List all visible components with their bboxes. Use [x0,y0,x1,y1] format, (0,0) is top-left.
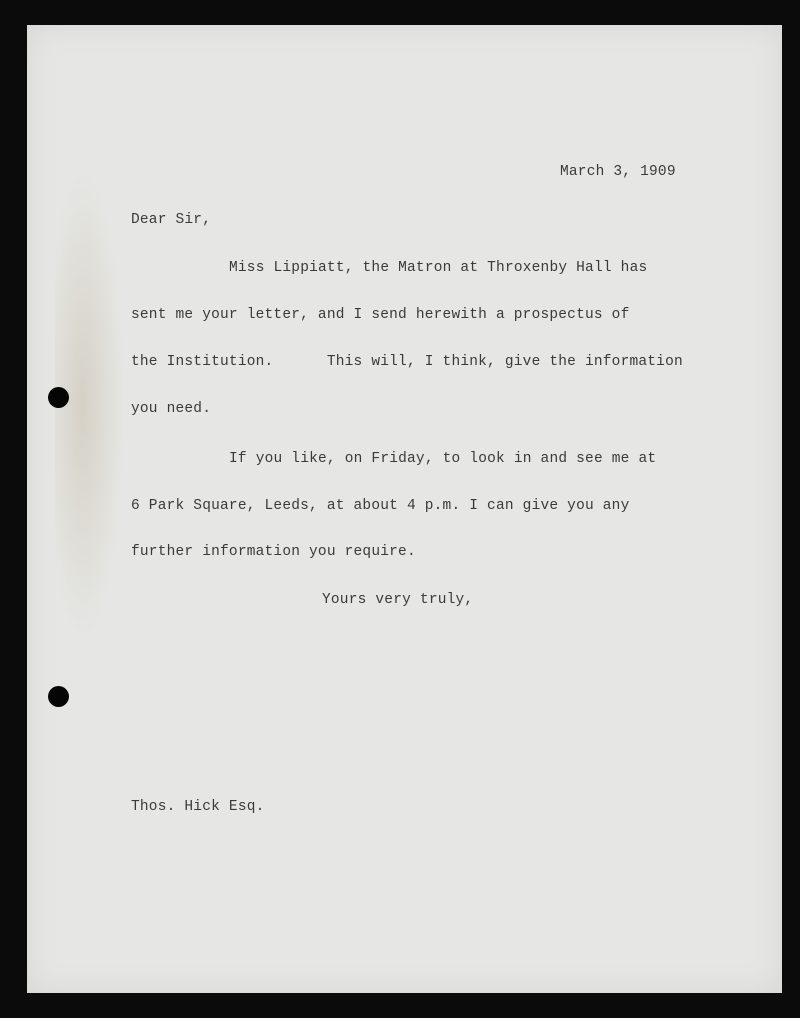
body-line: the Institution. This will, I think, give the information [131,354,683,370]
punch-hole [48,686,69,707]
body-line: sent me your letter, and I send herewith a prospectus of [131,307,630,323]
body-line: Miss Lippiatt, the Matron at Throxenby Hall has [229,260,648,276]
body-line: further information you require. [131,544,416,560]
salutation: Dear Sir, [131,212,212,228]
body-line: you need. [131,401,212,417]
punch-hole [48,387,69,408]
body-line: If you like, on Friday, to look in and see me at [229,451,657,467]
closing: Yours very truly, [322,592,474,608]
letter-date: March 3, 1909 [560,164,676,180]
addressee: Thos. Hick Esq. [131,799,265,815]
body-line: 6 Park Square, Leeds, at about 4 p.m. I can give you any [131,498,630,514]
